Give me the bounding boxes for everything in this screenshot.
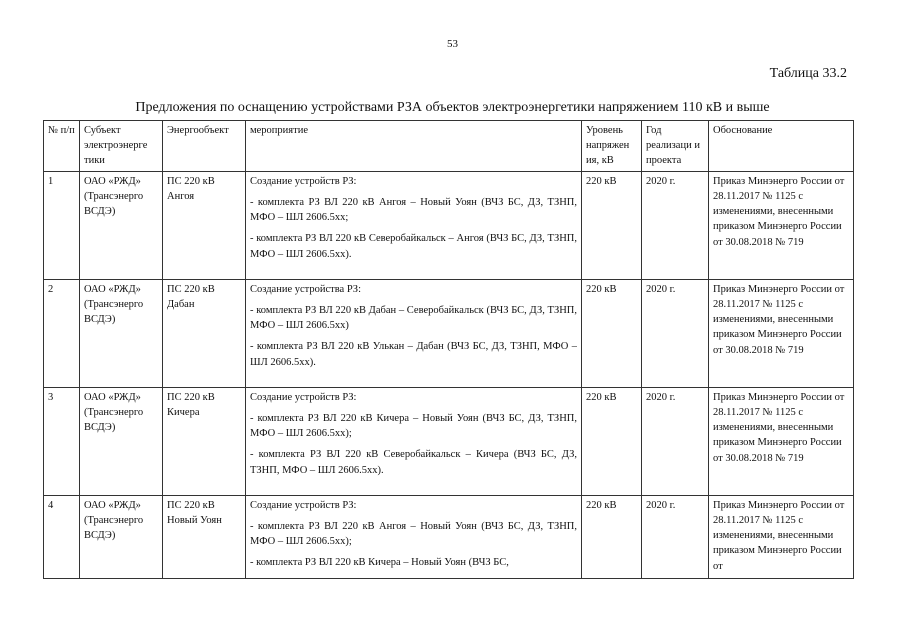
row-number: 3 <box>44 387 80 495</box>
row-number: 1 <box>44 171 80 279</box>
subject-cell: ОАО «РЖД» (Трансэнерго ВСДЭ) <box>80 171 163 279</box>
object-cell: ПС 220 кВ Новый Уоян <box>163 495 246 578</box>
action-item: - комплекта РЗ ВЛ 220 кВ Ангоя – Новый Уоян (ВЧЗ БС, ДЗ, ТЗНП, МФО – ШЛ 2606.5хх); <box>250 520 577 548</box>
action-title: Создание устройств РЗ: <box>250 499 357 511</box>
basis-cell <box>709 171 854 279</box>
basis-cell <box>709 495 854 578</box>
subject-cell: ОАО «РЖД» (Трансэнерго ВСДЭ) <box>80 387 163 495</box>
action-cell <box>246 171 582 279</box>
header-row <box>44 121 854 172</box>
action-title: Создание устройств РЗ: <box>250 175 357 187</box>
action-item: - комплекта РЗ ВЛ 220 кВ Ангоя – Новый Уоян (ВЧЗ БС, ДЗ, ТЗНП, МФО – ШЛ 2606.5хх; <box>250 196 577 224</box>
header-subject: Субъект электроэнерге тики <box>80 121 163 172</box>
basis-text: Приказ Минэнерго России от 28.11.2017 № 1125 с изменениями, внесенными приказом Минэнерго России от 30.08.2018 № 719 <box>713 391 845 464</box>
action-cell <box>246 279 582 387</box>
action-cell <box>246 387 582 495</box>
basis-text: Приказ Минэнерго России от 28.11.2017 № 1125 с изменениями, внесенными приказом Минэнерго России от <box>713 499 845 572</box>
table-caption: Таблица 33.2 <box>769 66 847 81</box>
header-action: мероприятие <box>246 121 582 172</box>
page-number: 53 <box>447 38 458 50</box>
action-title: Создание устройства РЗ: <box>250 283 361 295</box>
basis-text: Приказ Минэнерго России от 28.11.2017 № 1125 с изменениями, внесенными приказом Минэнерго России от 30.08.2018 № 719 <box>713 283 845 356</box>
action-item: - комплекта РЗ ВЛ 220 кВ Кичера – Новый Уоян (ВЧЗ БС, ДЗ, ТЗНП, МФО – ШЛ 2606.5хх); <box>250 412 577 440</box>
basis-cell <box>709 387 854 495</box>
header-year: Год реализаци и проекта <box>642 121 709 172</box>
year-cell: 2020 г. <box>642 279 709 387</box>
action-item: - комплекта РЗ ВЛ 220 кВ Северобайкальск – Кичера (ВЧЗ БС, ДЗ, ТЗНП, МФО – ШЛ 2606.5хх). <box>250 449 577 476</box>
subject-cell: ОАО «РЖД» (Трансэнерго ВСДЭ) <box>80 279 163 387</box>
basis-cell <box>709 279 854 387</box>
action-cell <box>246 495 582 578</box>
action-item: - комплекта РЗ ВЛ 220 кВ Дабан – Северобайкальск (ВЧЗ БС, ДЗ, ТЗНП, МФО – ШЛ 2606.5хх) <box>250 304 577 332</box>
action-item: - комплекта РЗ ВЛ 220 кВ Кичера – Новый Уоян (ВЧЗ БС, <box>250 557 509 569</box>
voltage-cell: 220 кВ <box>582 495 642 578</box>
year-cell: 2020 г. <box>642 495 709 578</box>
table-row <box>44 387 854 495</box>
proposals-table <box>43 120 854 579</box>
action-title: Создание устройств РЗ: <box>250 391 357 403</box>
subject-cell: ОАО «РЖД» (Трансэнерго ВСДЭ) <box>80 495 163 578</box>
voltage-cell: 220 кВ <box>582 171 642 279</box>
voltage-cell: 220 кВ <box>582 279 642 387</box>
voltage-cell: 220 кВ <box>582 387 642 495</box>
action-item: - комплекта РЗ ВЛ 220 кВ Северобайкальск – Ангоя (ВЧЗ БС, ДЗ, ТЗНП, МФО – ШЛ 2606.5хх). <box>250 233 577 260</box>
action-item: - комплекта РЗ ВЛ 220 кВ Улькан – Дабан (ВЧЗ БС, ДЗ, ТЗНП, МФО – ШЛ 2606.5хх). <box>250 341 577 368</box>
table-title: Предложения по оснащению устройствами РЗА объектов электроэнергетики напряжением 110 кВ и выше <box>135 100 770 115</box>
table-row <box>44 171 854 279</box>
row-number: 4 <box>44 495 80 578</box>
header-level: Уровень напряжен ия, кВ <box>582 121 642 172</box>
header-num: № п/п <box>44 121 80 172</box>
year-cell: 2020 г. <box>642 171 709 279</box>
object-cell: ПС 220 кВ Кичера <box>163 387 246 495</box>
table-row <box>44 495 854 578</box>
basis-text: Приказ Минэнерго России от 28.11.2017 № 1125 с изменениями, внесенными приказом Минэнерго России от 30.08.2018 № 719 <box>713 175 845 248</box>
year-cell: 2020 г. <box>642 387 709 495</box>
header-object: Энергообъект <box>163 121 246 172</box>
row-number: 2 <box>44 279 80 387</box>
table-row <box>44 279 854 387</box>
object-cell: ПС 220 кВ Ангоя <box>163 171 246 279</box>
header-basis: Обоснование <box>709 121 854 172</box>
object-cell: ПС 220 кВ Дабан <box>163 279 246 387</box>
